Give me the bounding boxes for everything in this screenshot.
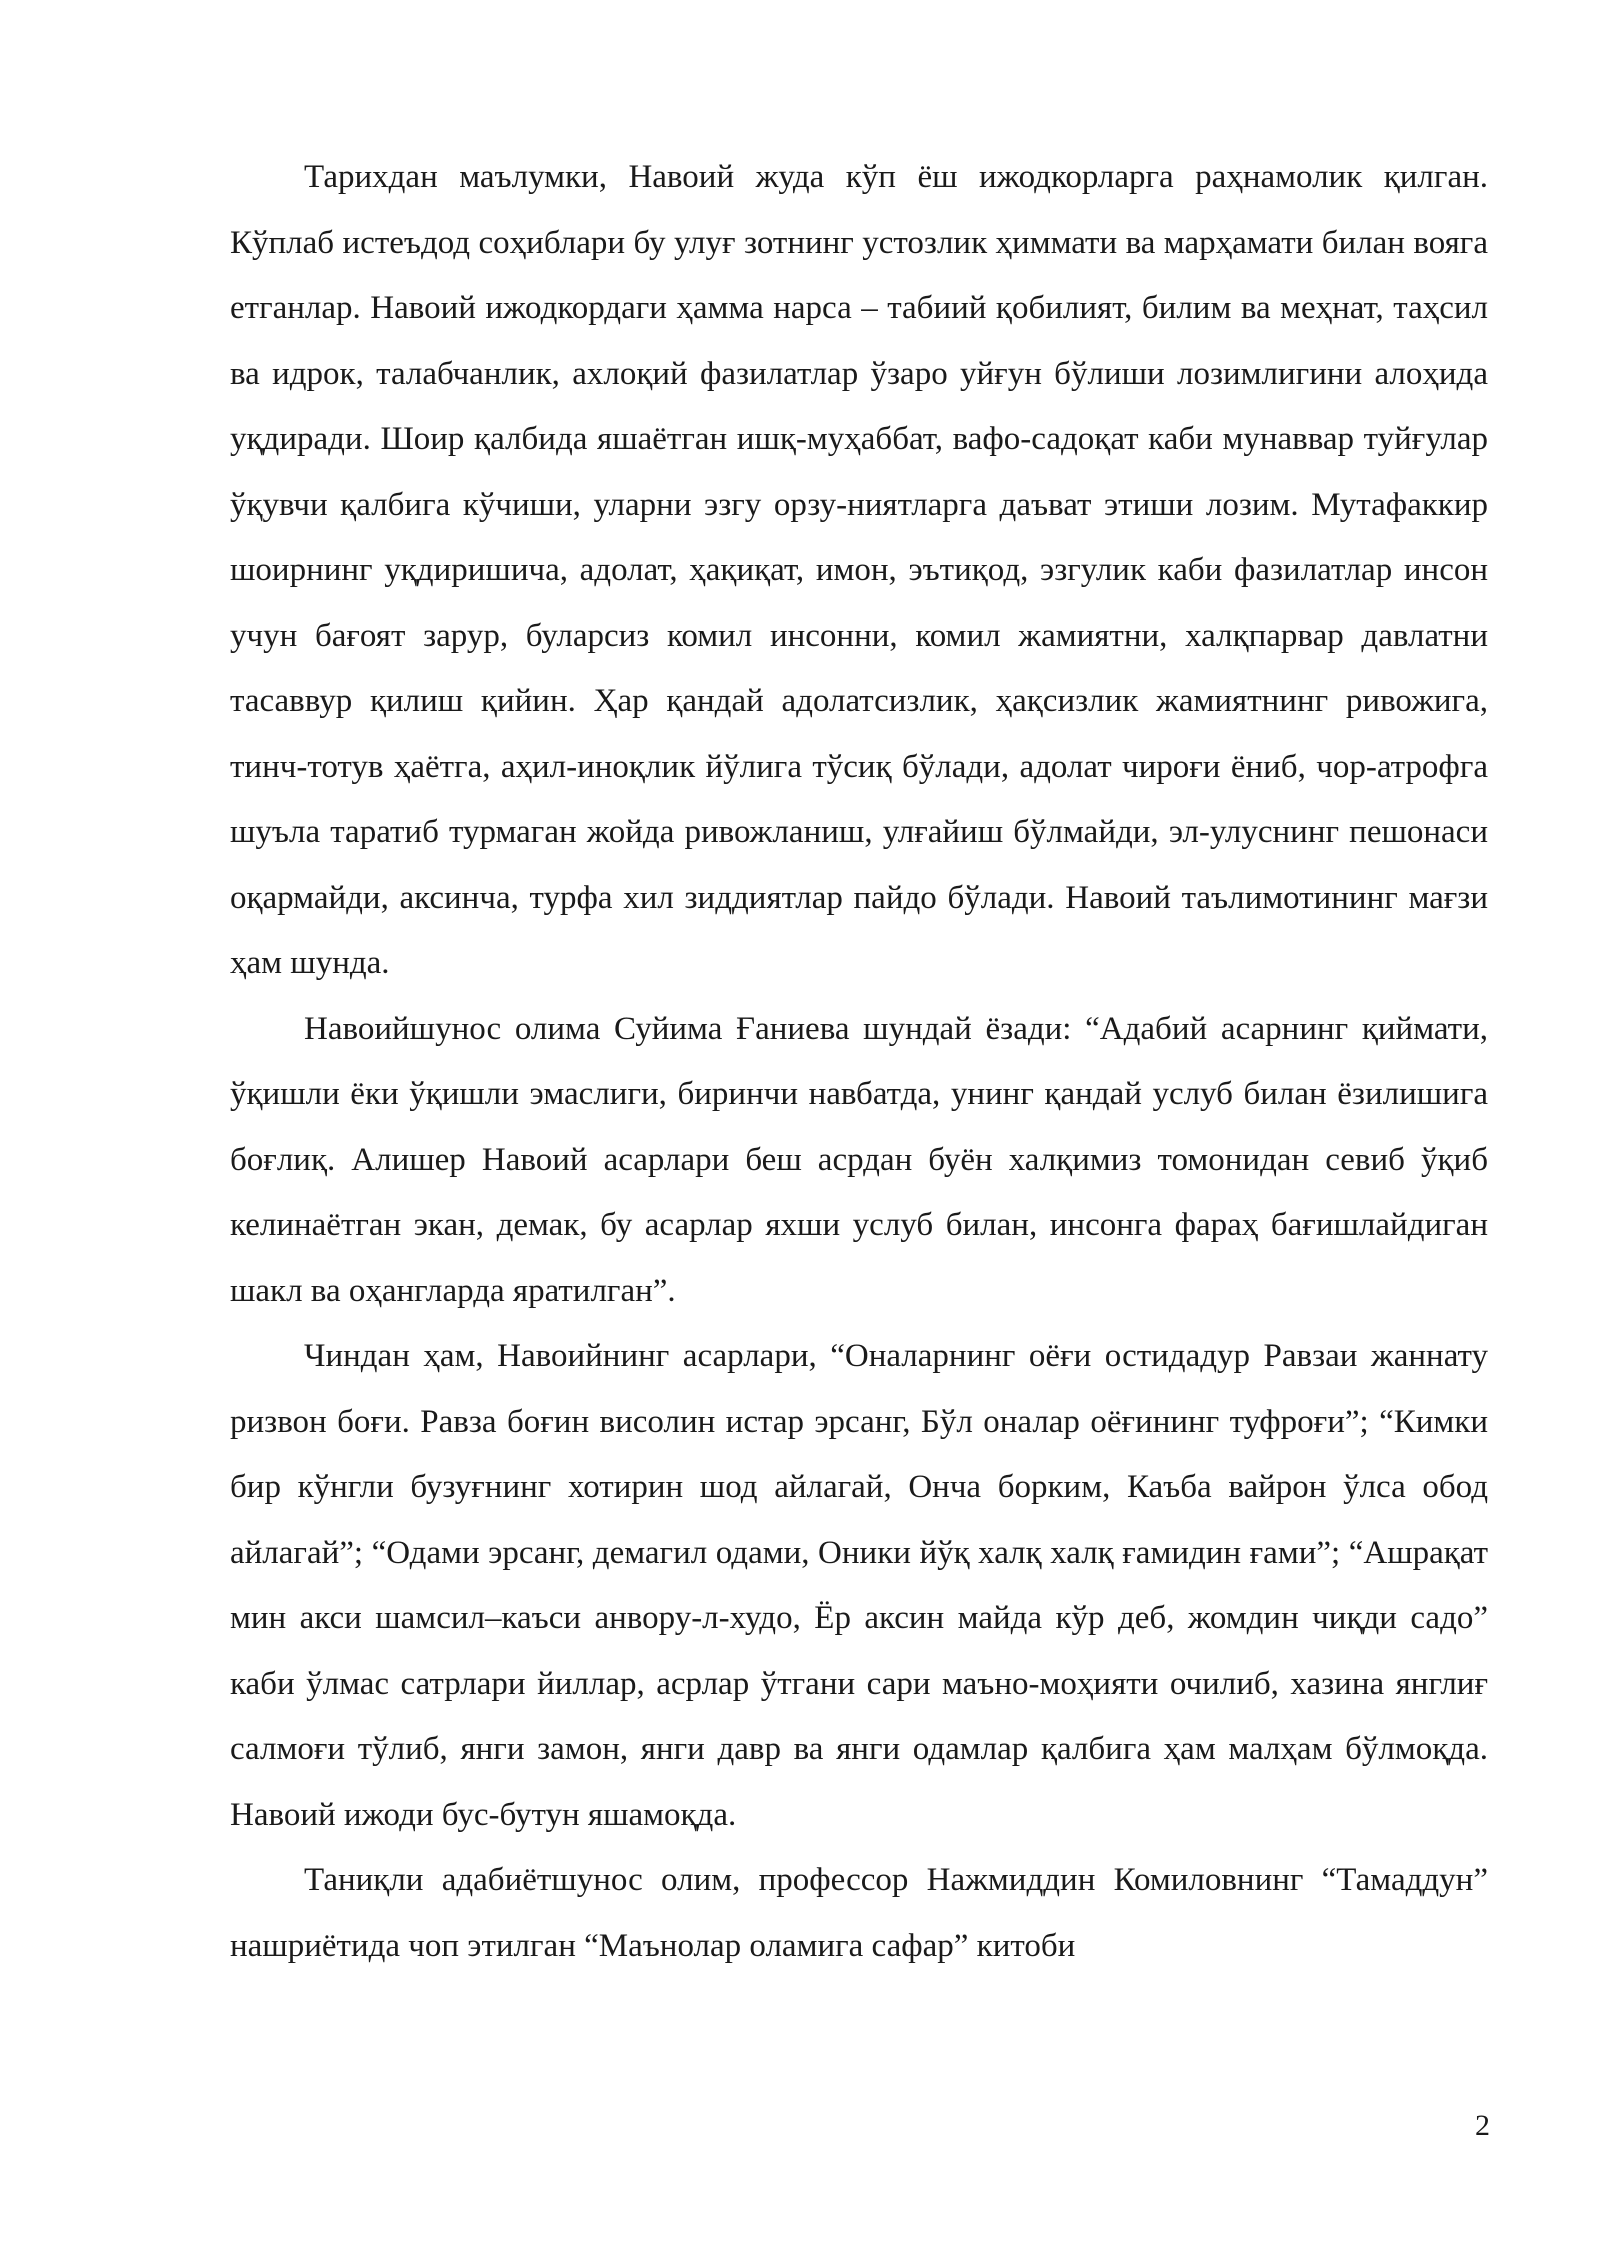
paragraph-1: Тарихдан маълумки, Навоий жуда кўп ёш ижодкорларга раҳнамолик қилган. Кўплаб истеъдод соҳиблари бу улуғ зотнинг устозлик ҳиммати ва марҳамати билан вояга етганлар. Навоий ижодкордаги ҳамма нарса – табиий қобилият, билим ва меҳнат, таҳсил ва идрок, талабчанлик, ахлоқий фазилатлар ўзаро уйғун бўлиши лозимлигини алоҳида уқдиради. Шоир қалбида яшаётган ишқ-муҳаббат, вафо-садоқат каби мунаввар туйғулар ўқувчи қалбига кўчиши, уларни эзгу орзу-ниятларга даъват этиши лозим. Мутафаккир шоирнинг уқдиришича, адолат, ҳақиқат, имон, эътиқод, эзгулик каби фазилатлар инсон учун бағоят зарур, буларсиз комил инсонни, комил жамиятни, халқпарвар давлатни тасаввур қилиш қийин. Ҳар қандай адолатсизлик, ҳақсизлик жамиятнинг ривожига, тинч-тотув ҳаётга, аҳил-иноқлик йўлига тўсиқ бўлади, адолат чироғи ёниб, чор-атрофга шуъла таратиб турмаган жойда ривожланиш, улғайиш бўлмайди, эл-улуснинг пешонаси оқармайди, аксинча, турфа хил зиддиятлар пайдо бўлади. Навоий таълимотининг мағзи ҳам шунда. (230, 159, 1488, 981)
paragraph-2: Навоийшунос олима Суйима Ғаниева шундай ёзади: “Адабий асарнинг қиймати, ўқишли ёки ўқишли эмаслиги, биринчи навбатда, унинг қандай услуб билан ёзилишига боғлиқ. Алишер Навоий асарлари беш асрдан буён халқимиз томонидан севиб ўқиб келинаётган экан, демак, бу асарлар яхши услуб билан, инсонга фараҳ бағишлайдиган шакл ва оҳангларда яратилган”. (230, 1010, 1488, 1309)
page-number: 2 (1475, 2109, 1490, 2142)
paragraph-4: Таниқли адабиётшунос олим, профессор Нажмиддин Комиловнинг “Тамаддун” нашриётида чоп этилган “Маънолар оламига сафар” китоби (230, 1862, 1488, 1964)
body-text (230, 145, 1488, 1979)
paragraph-3: Чиндан ҳам, Навоийнинг асарлари, “Оналарнинг оёғи остидадур Равзаи жаннату ризвон боғи. Равза боғин висолин истар эрсанг, Бўл оналар оёғининг туфроғи”; “Кимки бир кўнгли бузуғнинг хотирин шод айлагай, Онча борким, Каъба вайрон ўлса обод айлагай”; “Одами эрсанг, демагил одами, Оники йўқ халқ халқ ғамидин ғами”; “Ашрақат мин акси шамсил–каъси анвору-л-худо, Ёр аксин майда кўр деб, жомдин чиқди садо” каби ўлмас сатрлари йиллар, асрлар ўтгани сари маъно-моҳияти очилиб, хазина янглиғ салмоғи тўлиб, янги замон, янги давр ва янги одамлар қалбига ҳам малҳам бўлмоқда. Навоий ижоди бус-бутун яшамоқда. (230, 1338, 1488, 1833)
